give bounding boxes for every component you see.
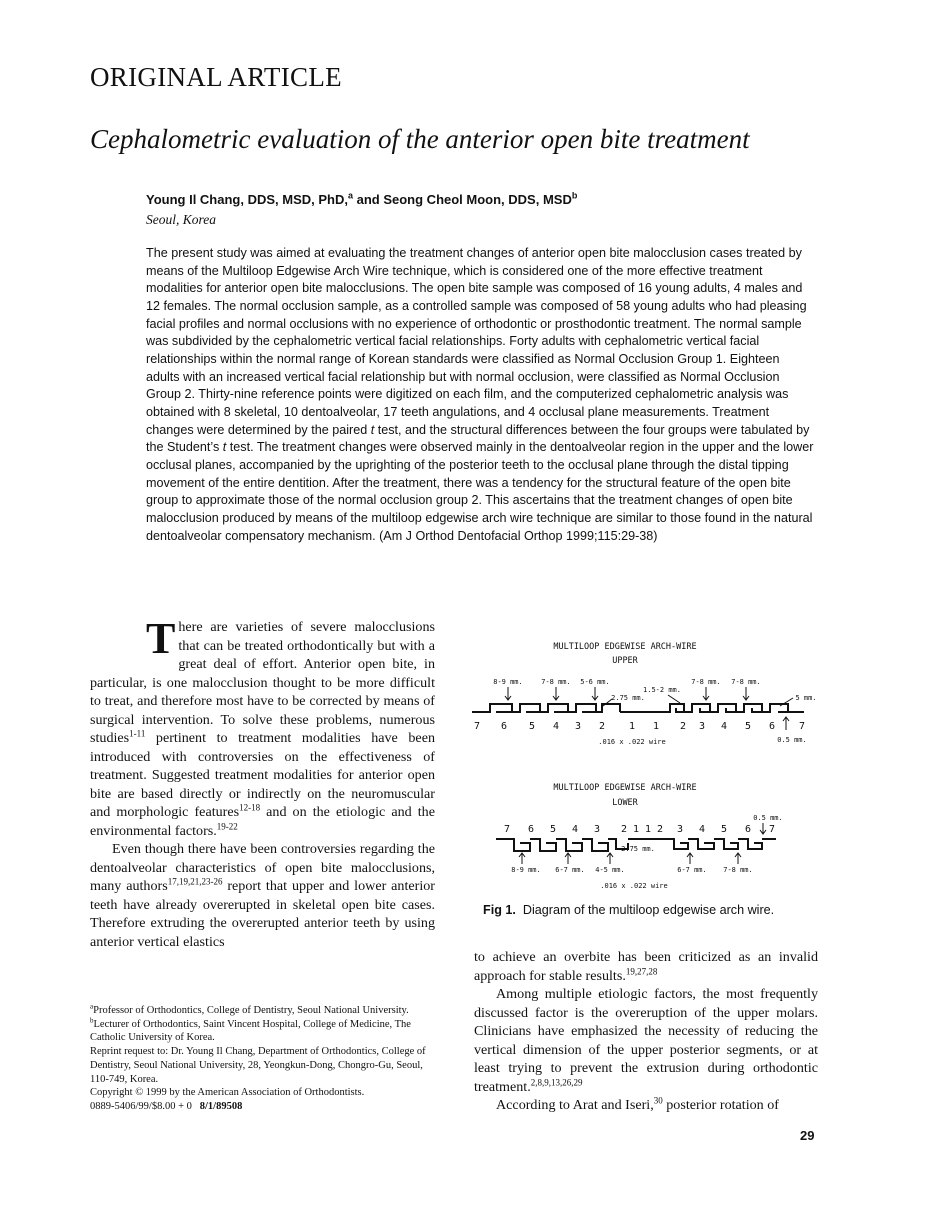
author-2: Seong Cheol Moon, DDS, MSD: [383, 192, 572, 207]
copyright: Copyright © 1999 by the American Association of Orthodontists.: [90, 1087, 365, 1099]
author-joiner: and: [353, 192, 384, 207]
upper-tooth-number: 1: [652, 721, 660, 732]
lower-archwire-diagram: [496, 783, 783, 890]
upper-gap-label: 2.75 mm.: [611, 694, 645, 702]
lower-loop-label: 8-9 mm.: [511, 866, 541, 874]
lower-tooth-number: 2: [656, 824, 664, 835]
lower-top-arrow: [760, 823, 766, 834]
lower-tooth-number: 7: [503, 824, 511, 835]
citation: 12-18: [239, 802, 261, 813]
upper-tooth-number: 4: [720, 721, 728, 732]
lower-tooth-number: 3: [593, 824, 601, 835]
lower-title: MULTILOOP EDGEWISE ARCH-WIRE: [553, 783, 697, 793]
upper-bottom-arrow: [783, 717, 789, 730]
lower-tooth-number: 6: [744, 824, 752, 835]
section-label: ORIGINAL ARTICLE: [90, 62, 342, 92]
upper-loop-label: 1.5-2 mm.: [643, 686, 681, 694]
abstract: The present study was aimed at evaluating the treatment changes of anterior open bite malocclusion cases treated by means of the Multiloop Edgewise Arch Wire technique, which is considered one of the more effective treatment modalities for anterior open bite malocclusions. The open bite sample was composed of 16 young adults, 4 males and 12 females. The normal occlusion sample, as a controlled sample was composed of 58 young adults who had pleasing facial profiles and normal occlusions with no experience of orthodontic or prosthodontic treatment. The normal sample was subdivided by the cephalometric vertical facial relationships. Forty adults with cephalometric vertical facial relationships within the normal range of Korean standards were classified as Normal Occlusion Group 1. Eighteen adults with an increased vertical facial relationship but with normal occlusion, were classified as Normal Occlusion Group 2. Thirty-nine reference points were digitized on each film, and the computerized cephalometric analysis was obtained with 8 skeletal, 10 dentoalveolar, 17 teeth angulations, and 4 occlusal plane measurements. Treatment changes were determined by the paired t test, and the structural differences between the four groups were tabulated by the Student’s t test. The treatment changes were observed mainly in the dentoalveolar region in the upper and the lower occlusal planes, accompanied by the uprighting of the posterior teeth to the occlusal plane through the distal tipping movement of the entire dentition. After the treatment, there was a tendency for the structural feature of the open bite group to approximate those of the normal occlusion group 2. This ascertains that the treatment changes of open bite malocclusion produced by means of the multiloop edgewise arch wire technique are similar to those found in the natural dentoalveolar compensatory mechanism. (Am J Orthod Dentofacial Orthop 1999;115:29-38): [146, 246, 814, 543]
footnote-b: $^b$Lecturer of Orthodontics, Saint Vincent Hospital, College of Medicine, The Catholic University of Korea.: [90, 1016, 411, 1044]
lower-subtitle: LOWER: [612, 798, 638, 808]
figure-1: [470, 636, 820, 896]
lower-tooth-number: 6: [527, 824, 535, 835]
drop-cap: T: [146, 614, 176, 663]
upper-tooth-number: 7: [473, 721, 481, 732]
citation: 2,8,9,13,26,29: [530, 1076, 583, 1087]
author-2-affil: b: [571, 190, 578, 201]
body-column-left: [90, 614, 435, 951]
author-1: Young Il Chang, DDS, MSD, PhD,: [146, 192, 348, 207]
upper-loop-label: 7-8 mm.: [541, 678, 571, 686]
upper-title: MULTILOOP EDGEWISE ARCH-WIRE: [553, 642, 697, 652]
lower-tooth-number: 3: [676, 824, 684, 835]
lower-loop-label: 4-5 mm.: [595, 866, 625, 874]
lower-tooth-number: 5: [549, 824, 557, 835]
article-title: Cephalometric evaluation of the anterior open bite treatment: [90, 124, 750, 154]
upper-tooth-number: 3: [574, 721, 582, 732]
citation: 19,27,28: [625, 965, 658, 976]
upper-bottom-label: 0.5 mm.: [777, 736, 807, 744]
lower-tooth-number: 2: [620, 824, 628, 835]
paragraph: There are varieties of severe malocclusions that can be treated orthodontically but with a great deal of effort. Anterior open bite, in particular, is one malocclusion thought to be more difficult to treat, and therefore most have to be corrected by means of surgical intervention. To solve these problems, numerous studies$^{1-11}$ pertinent to treatment modalities have been introduced with controversies on the effectiveness of treatment. Suggested treatment modalities for anterior open bite are based directly or indirectly on the neuromuscular and morphologic features$^{12-18}$ and on the etiologic and the environmental factors.$^{19-22}$: [90, 614, 435, 839]
lower-top-label: 0.5 mm.: [753, 814, 783, 822]
upper-loop-label: 7-8 mm.: [691, 678, 721, 686]
upper-tooth-number: 2: [679, 721, 687, 732]
upper-tooth-number: 7: [798, 721, 806, 732]
author-1-affil: a: [347, 190, 353, 201]
lower-tooth-number: 1: [632, 824, 640, 835]
upper-tooth-number: 6: [768, 721, 776, 732]
lower-tooth-number: 5: [720, 824, 728, 835]
paragraph: to achieve an overbite has been criticized as an invalid approach for stable results.$^{19,27,28}$: [474, 949, 818, 984]
lower-arrows: [519, 853, 741, 864]
lower-tooth-number: 4: [571, 824, 579, 835]
upper-loop-label: 7-8 mm.: [731, 678, 761, 686]
lower-tooth-number: 7: [768, 824, 776, 835]
article-code: 0889-5406/99/$8.00 + 0 8/1/89508: [90, 1100, 243, 1112]
citation: 19-22: [216, 820, 238, 831]
upper-tooth-number: 2: [598, 721, 606, 732]
upper-end-label: 5 mm.: [795, 694, 817, 702]
reprint-request: Reprint request to: Dr. Young Il Chang, Department of Orthodontics, College of Dentistry, Seoul National University, 28, Yeongkun-Dong, Chongro-Gu, Seoul, 110-749, Korea.: [90, 1046, 426, 1085]
figure-label: Fig 1.: [483, 903, 516, 917]
lower-tooth-number: 1: [644, 824, 652, 835]
lower-wire-spec: .016 x .022 wire: [600, 882, 668, 890]
lower-tooth-number: 4: [698, 824, 706, 835]
paragraph: Among multiple etiologic factors, the most frequently discussed factor is the overeruption of the upper molars. Clinicians have emphasized the necessity of reducing the vertical dimension of the upper posterior segments, or at least trying to prevent the extrusion during orthodontic treatment.$^{2,8,9,13,26,29}$: [474, 986, 818, 1095]
citation: 30: [653, 1095, 663, 1106]
lower-loop-label: 6-7 mm.: [555, 866, 585, 874]
lower-gap-label: 2.75 mm.: [621, 845, 655, 853]
citation: 1-11: [129, 728, 146, 739]
footnotes: [90, 1004, 436, 1114]
body-column-right: [474, 948, 818, 1115]
upper-tooth-number: 1: [628, 721, 636, 732]
upper-tooth-number: 5: [744, 721, 752, 732]
upper-loop-label: 8-9 mm.: [493, 678, 523, 686]
lower-loop-label: 7-8 mm.: [723, 866, 753, 874]
upper-archwire-diagram: [472, 642, 817, 746]
figure-caption: Fig 1. Diagram of the multiloop edgewise arch wire.: [483, 903, 775, 917]
upper-wire-spec: .016 x .022 wire: [598, 738, 666, 746]
paragraph: According to Arat and Iseri,$^{30}$ posterior rotation of: [496, 1095, 779, 1113]
footnote-a: $^a$Professor of Orthodontics, College of Dentistry, Seoul National University.: [90, 1002, 409, 1016]
upper-subtitle: UPPER: [612, 656, 638, 666]
author-location: Seoul, Korea: [146, 212, 216, 227]
lower-loop-label: 6-7 mm.: [677, 866, 707, 874]
page-number: 29: [800, 1128, 815, 1143]
upper-tooth-number: 6: [500, 721, 508, 732]
author-line: [146, 192, 577, 207]
citation: 17,19,21,23-26: [167, 876, 223, 887]
upper-tooth-number: 4: [552, 721, 560, 732]
upper-wire: [472, 704, 804, 712]
upper-tooth-number: 3: [698, 721, 706, 732]
paragraph: Even though there have been controversies regarding the dentoalveolar characteristics of open bite malocclusions, many authors$^{17,19,21,23-26}$ report that upper and lower anterior teeth have already overerupted in skeletal open bite cases. Therefore extruding the overerupted anterior teeth by using anterior vertical elastics: [90, 841, 435, 950]
upper-tooth-number: 5: [528, 721, 536, 732]
upper-loop-label: 5-6 mm.: [580, 678, 610, 686]
